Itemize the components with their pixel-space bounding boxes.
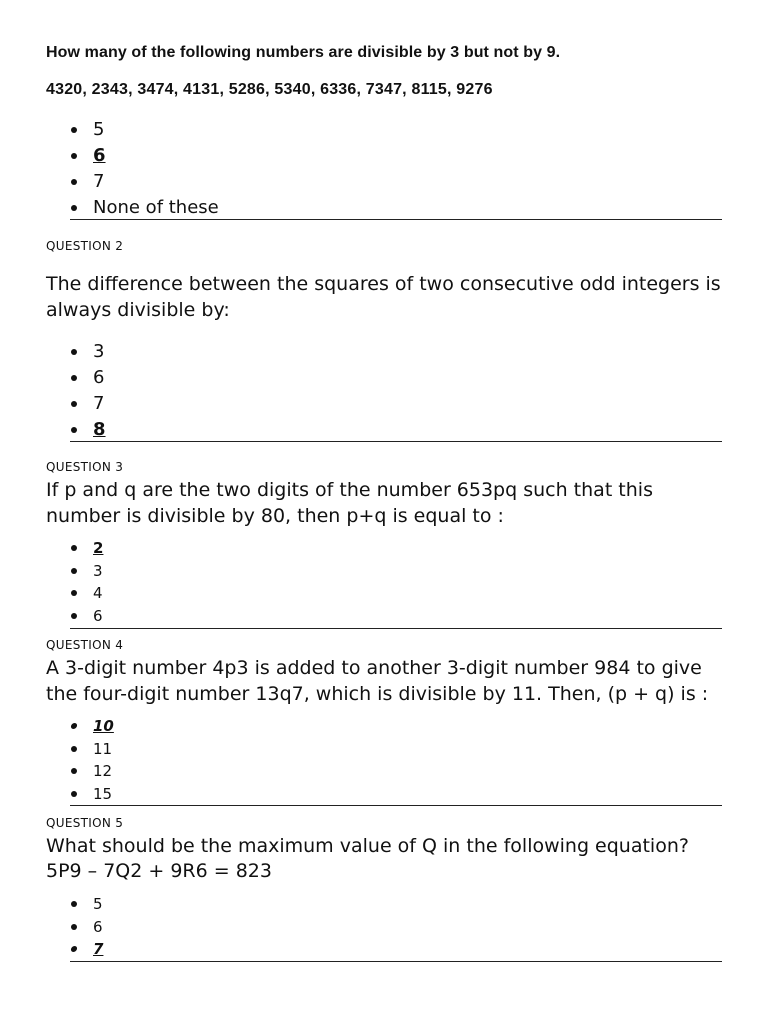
option-item[interactable] [0, 582, 103, 605]
answer-label: 7 [93, 940, 104, 958]
option-item-answer[interactable] [0, 143, 219, 169]
option-item[interactable] [0, 916, 103, 939]
question-3-options [0, 537, 103, 627]
option-label: None of these [93, 197, 219, 218]
option-label: 12 [93, 762, 113, 780]
answer-label: 2 [93, 539, 104, 557]
question-3-label: QUESTION 3 [46, 460, 124, 474]
answer-label: 10 [93, 717, 114, 735]
option-label: 3 [93, 341, 105, 362]
question-4-text: A 3-digit number 4p3 is added to another 3-digit number 984 to give the four-digit number 13q7, which is divisible by 11. Then, (p + q) is : [46, 657, 709, 705]
option-item[interactable] [0, 760, 114, 783]
question-5-options [0, 893, 103, 961]
option-item-answer[interactable] [0, 537, 103, 560]
divider [70, 805, 722, 806]
option-label: 6 [93, 367, 105, 388]
question-5-label: QUESTION 5 [46, 816, 124, 830]
option-item[interactable] [0, 169, 219, 195]
option-item[interactable] [0, 195, 219, 221]
option-label: 11 [93, 739, 113, 758]
option-label: 6 [93, 606, 103, 625]
divider [70, 961, 722, 962]
option-label: 5 [93, 119, 105, 140]
question-5-equation: 5P9 – 7Q2 + 9R6 = 823 [46, 860, 272, 882]
option-label: 5 [93, 895, 103, 913]
option-item[interactable] [0, 560, 103, 583]
answer-label: 8 [93, 419, 106, 440]
question-2-text: The difference between the squares of two consecutive odd integers is always divisible by: [46, 273, 721, 321]
question-3-text: If p and q are the two digits of the number 653pq such that this number is divisible by 80, then p+q is equal to : [46, 479, 653, 527]
divider [70, 441, 722, 442]
option-item[interactable] [0, 783, 114, 806]
question-1-text: How many of the following numbers are divisible by 3 but not by 9. [46, 44, 561, 61]
option-item-answer[interactable] [0, 715, 114, 738]
question-5-text: What should be the maximum value of Q in the following equation? [46, 835, 689, 857]
question-2-label: QUESTION 2 [46, 239, 124, 253]
question-1-options [0, 117, 219, 221]
question-4-label: QUESTION 4 [46, 638, 124, 652]
option-label: 3 [93, 561, 103, 580]
option-item[interactable] [0, 605, 103, 628]
option-item-answer[interactable] [0, 417, 106, 443]
divider [70, 219, 722, 220]
option-label: 4 [93, 584, 103, 602]
option-item[interactable] [0, 391, 106, 417]
option-label: 6 [93, 917, 103, 936]
option-item[interactable] [0, 339, 106, 365]
option-label: 7 [93, 171, 105, 192]
question-4-options [0, 715, 114, 805]
option-item-answer[interactable] [0, 938, 103, 961]
question-2-options [0, 339, 106, 443]
answer-label: 6 [93, 145, 106, 166]
option-item[interactable] [0, 117, 219, 143]
question-1-numbers: 4320, 2343, 3474, 4131, 5286, 5340, 6336, 7347, 8115, 9276 [46, 81, 493, 98]
divider [70, 628, 722, 629]
option-item[interactable] [0, 365, 106, 391]
option-label: 7 [93, 393, 105, 414]
option-item[interactable] [0, 893, 103, 916]
option-label: 15 [93, 784, 113, 803]
option-item[interactable] [0, 738, 114, 761]
